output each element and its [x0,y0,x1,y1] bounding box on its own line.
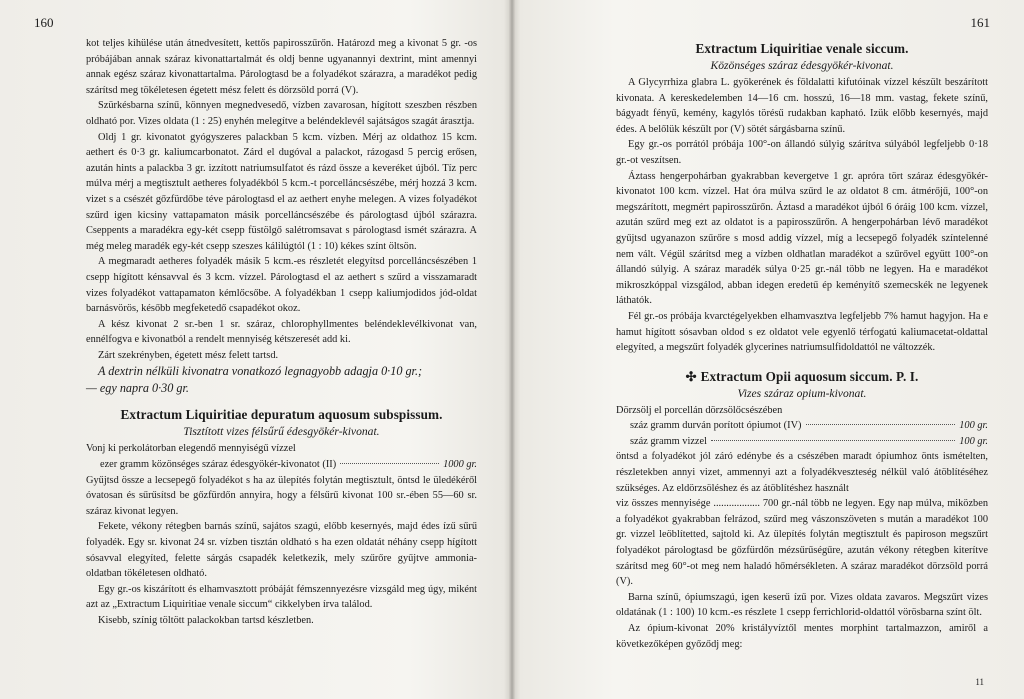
ingredient-line [616,434,988,450]
right-page [515,0,1024,699]
ingredient-label: száz gramm durván porított ópiumot (IV) [630,420,802,432]
section-intro: Dörzsölj el porcellán dörzsölőcsészében [616,404,783,416]
dot-leader [711,440,955,441]
paragraph: Barna színű, ópiumszagú, igen keserű ízű por. Vizes oldata zavaros. Megszűrt vizes oldatának (1 : 100) 10 kcm.-es részlete 1 csepp ferrichlorid-oldattól vörösbarna színt ölt. [616,591,988,619]
paragraph: Fél gr.-os próbája kvarctégelyekben elhamvasztva legfeljebb 7% hamut hagyjon. Ha e hamut hígított sósavban oldod s ez oldatot vele egyenlő térfogatú kaliumacetat-oldattal elegyíted, a megszűrt folyadék glycerines natriumsulfidoldattól ne változzék. [616,310,988,354]
paragraph: Egy gr.-os porrától próbája 100°-on állandó súlyig szárítva súlyából legfeljebb 0·18 gr.-ot veszítsen. [616,139,988,166]
left-page [0,0,509,699]
section-subtitle: Tisztított vizes félsűrű édesgyökér-kivonat. [183,425,380,439]
cross-icon: ✣ [685,368,697,384]
ingredient-amount: 100 gr. [959,420,988,432]
page-number-left: 160 [34,15,54,30]
section-title: Extractum Liquiritiae depuratum aquosum subspissum. [120,407,443,423]
ingredient-label: száz gramm vizzel [630,435,707,447]
ingredient-line [616,418,988,434]
section-title [616,368,988,385]
paragraph: A kész kivonat 2 sr.-ben 1 sr. száraz, chlorophyllmentes beléndeklevélkivonat van, ennélfogva e kivonatból a rendelt mennyiség kétszeresét add ki. [86,318,477,346]
paragraph: Áztass hengerpohárban gyakrabban kevergetve 1 gr. apróra tört száraz édesgyökér-kivonatot 100 kcm. vízzel. Hat óra múlva szűrd le az oldatot 8 cm. átmérőjű, 100°-on megszárított, megmért papirosszűrőn. Áztasd a maradékot újból 6 óráig 100 kcm. vízzel, azután szűrd meg ezt az oldatot is a papirosszűrőn. A hengerpohárban lévő maradékot gyűjtsd ugyanazon szűrőre s mosd addig vízzel, míg a lecsepegő folyadék színtelenné nem vált. Végül szárítsd meg a vízben oldhatlan maradékot a szűrővel együtt 100°-on állandó súlyig. A száraz maradék súlya 0·25 gr.-nál több ne legyen. Ha e maradékot mikroszkóppal vizsgálod, abban idegen eredetű ép keményítő szemecskék ne legyenek láthatók. [616,170,988,307]
left-column [86,36,477,629]
right-column [616,34,988,652]
paragraph: Zárt szekrényben, égetett mész felett tartsd. [98,349,279,361]
dot-leader [806,424,956,425]
paragraph: A megmaradt aetheres folyadék másik 5 kcm.-es részletét elegyítsd porcelláncsészében 1 csepp hígított kénsavval és 3 kcm. vízzel. Párologtasd el az aethert s szűrd a visszamaradt vizes folyadékot vattapamaton kémlőcsőbe. A folyadékban 1 csepp kaliumjodidos jód-oldat barnásvörös, később megfeketedő csapadékot okoz. [86,256,477,315]
ingredient-label: ezer gramm közönséges száraz édesgyökér-kivonatot (II) [100,459,337,471]
section-subtitle: Közönséges száraz édesgyökér-kivonat. [710,59,894,72]
dosage-line-daily: — egy napra 0·30 gr. [86,381,189,396]
dot-leader [340,463,439,464]
ingredient-amount: 1000 gr. [443,459,477,471]
ingredient-line [86,457,477,473]
ingredient-amount: 100 gr. [959,435,988,447]
dosage-line: A dextrin nélküli kivonatra vonatkozó legnagyobb adagja 0·10 gr.; [98,364,423,379]
paragraph: kot teljes kihülése után átnedvesített, kettős papirosszűrőn. Határozd meg a kivonat 5 gr. -os próbájában annak száraz kivonattartalmát és oldj benne ugyanannyi dextrint, mint amennyi annak egész száraz kivonattartalma. Párologtasd be a folyadékot szárazra, a maradékot pedig szárítsd meg tökéletesen égetett mész felett és dörzsöld porrá (V). [86,38,477,96]
section-title: Extractum Liquiritiae venale siccum. [695,41,909,56]
paragraph: Fekete, vékony rétegben barnás színű, sajátos szagú, előbb kesernyés, majd édes ízű sűrű folyadék. Egy sr. kivonat 24 sr. vízben tisztán oldható s ha ezen oldatát néhány csepp hígított sósavval elegyíted, felette sárgás csapadék keletkezik, mely szűrőre gyűjtve ammonia-oldatban tökéletesen oldható. [86,521,477,580]
paragraph: Kisebb, színig töltött palackokban tartsd készletben. [98,615,314,626]
page-number-right: 161 [970,15,990,30]
paragraph: Gyűjtsd össze a lecsepegő folyadékot s ha az ülepítés folytán megtisztult, öntsd le üledékéről óvatosan és sűrűsítsd be gőzfürdőn annyira, hogy a félsűrű kivonat 100 sr.-ében 55—60 sr. száraz kivonat legyen. [86,474,477,517]
paragraph: Az ópium-kivonat 20% kristályvíztől mentes morphint tartalmazzon, amiről a következőképen győződj meg: [616,623,988,650]
paragraph: Szürkésbarna színű, könnyen megnedvesedő, vízben zavarosan, hígított szeszben részben oldható por. Vizes oldata (1 : 25) enyhén melegítve a beléndeklevél sajátságos szagát árasztja. [86,100,477,127]
sheet-number: 11 [975,677,984,687]
section-intro: Vonj ki perkolátorban elegendő mennyiségű vízzel [86,443,296,455]
section-title-text: Extractum Opii aquosum siccum. P. I. [700,368,919,384]
paragraph: öntsd a folyadékot jól záró edénybe és a csészében maradt ópiumhoz önts ismételten, részletekben annyi vizet, ammennyi azt a folyadékveszteség nélkül való átöblítéséhez szükséges. Az eldörzsöléshez és az átöblítéshez használt [616,451,988,494]
section-subtitle: Vizes száraz opium-kivonat. [737,386,867,400]
paragraph: viz összes mennyisége .................. 700 gr.-nál több ne legyen. Egy nap múlva, miközben a folyadékot gyakrabban felrázod, szűrd meg vászonszöveten s mután a maradékot 100 gr. vizzel leöblítetted, sajtold ki. Az ülepítés folytán megtisztult és papiroson megszűrt folyadékot párologtasd be gőzfürdőn mézsűrűségűre, azután vékony rétegben kiterítve szárítsd meg 60°-ot meg nem haladó hőmérsékleten. A száraz maradékot dörzsöld porrá (V). [616,498,988,588]
paragraph: Oldj 1 gr. kivonatot gyógyszeres palackban 5 kcm. vízben. Mérj az oldathoz 15 kcm. aethert és 0·3 gr. kaliumcarbonatot. Zárd el dugóval a palackot, rázogasd 5 percig erősen, azután hints a palackba 3 gr. izzított natriumsulfatot és rázd össze a keveréket újból. Tíz perc múlva mérj a megtisztult aetheres folyadékból 5 kcm.-t porcelláncsészébe, mérj hozzá 3 kcm. vizet s a csészét gőzfürdőbe téve párologtasd el az aethert enyhe melegen. A vizes folyadékot szűrd igen kicsiny vattapamaton másik porcelláncsészébe és párologtasd újból szárazra. Cseppents a maradékra egy-két csepp füstölgő salétromsavat s párologtasd ismét szárazra. A még meleg maradék egy-két csepp szeszes kálilúgtól (1 : 10) kékes színt öltsön. [86,131,477,252]
paragraph: A Glycyrrhiza glabra L. gyökerének és földalatti kifutóinak vízzel készült beszárított kivonata. A kereskedelemben 14—16 cm. hosszú, 16—18 mm. vastag, fekete színű, bágyadt fényű, kemény, kagylós törésű rudakban kapható. Izük előbb kesernyés, majd édes. A belőlük készült por (V) sötét sárgásbarna színű. [616,77,988,135]
paragraph: Egy gr.-os kiszárított és elhamvasztott próbáját fémszennyezésre vizsgáld meg úgy, miként azt az „Extractum Liquiritiae venale siccum“ cikkelyben írva találod. [86,583,477,611]
